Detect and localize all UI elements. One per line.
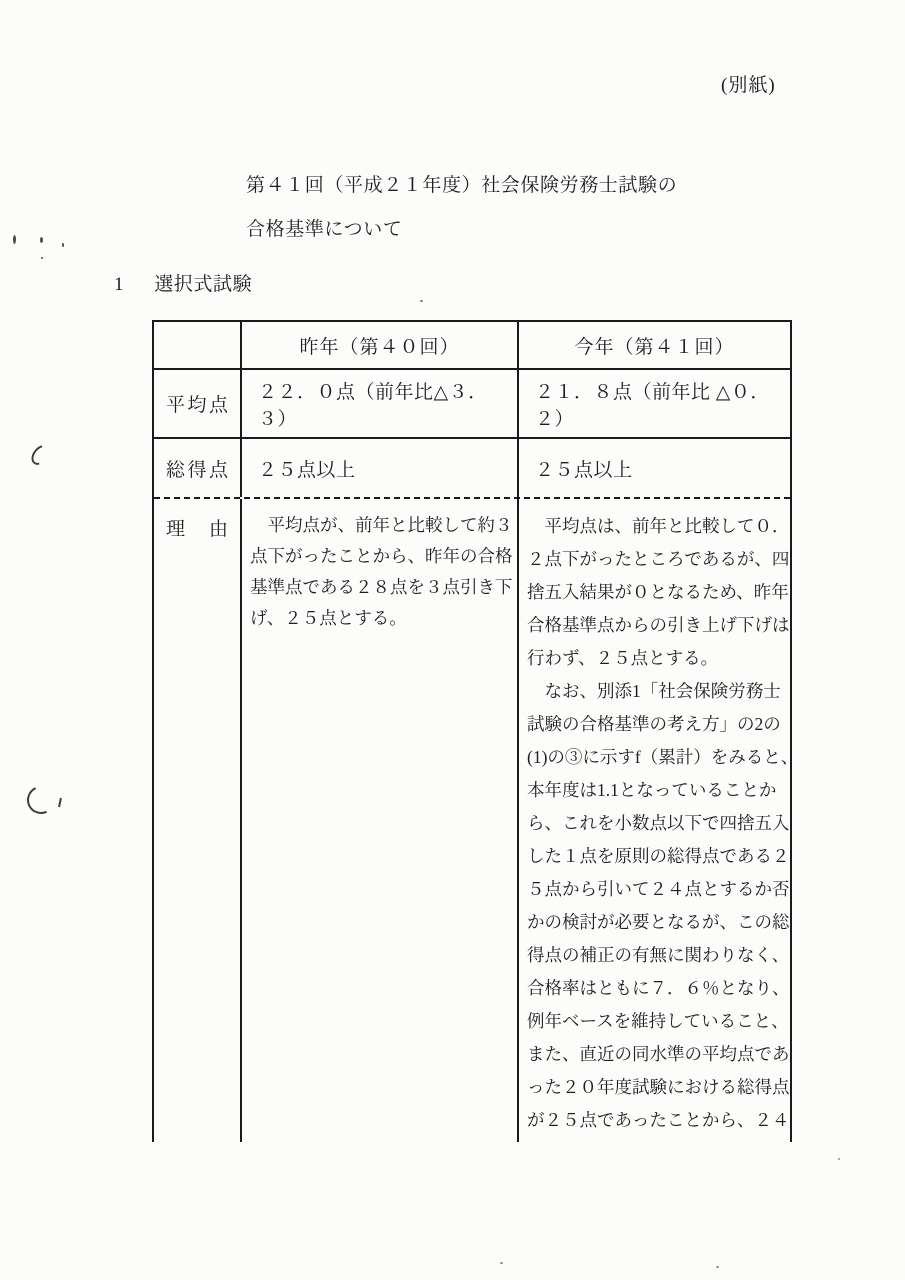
text-line: 合格率はともに７．６％となり、 <box>527 978 790 998</box>
col-header-last-year: 昨年（第４０回） <box>242 322 519 368</box>
section-heading <box>114 269 252 296</box>
text-line: かの検討が必要となるが、この総 <box>527 912 790 932</box>
col-header-this-year: 今年（第４１回） <box>574 336 735 358</box>
table-row-reason <box>154 499 799 1142</box>
text-line: (1)の③に示すf（累計）をみると、 <box>527 747 799 767</box>
text-line: また、直近の同水準の平均点であ <box>527 1044 790 1064</box>
scan-artifact <box>420 300 423 302</box>
average-score-last-year: ２２．０点（前年比△３．３） <box>242 370 519 437</box>
table-header-row <box>154 322 790 370</box>
document-title-line1: 第４１回（平成２１年度）社会保険労務士試験の <box>246 175 678 196</box>
scan-artifact <box>838 1158 840 1160</box>
text-line: 例年ベースを維持していること、 <box>527 1011 789 1031</box>
section-number: 1 <box>114 274 124 295</box>
text-line: 本年度は1.1となっていることか <box>527 780 777 800</box>
text-line: 得点の補正の有無に関わりなく、 <box>527 945 790 965</box>
reason-text-last-year <box>242 499 519 1142</box>
text-line: が２５点であったことから、２４ <box>527 1110 790 1130</box>
attachment-note: (別紙) <box>721 75 776 96</box>
scan-artifact <box>500 1262 503 1264</box>
average-score-this-year: ２１．８点（前年比 △０．２） <box>535 381 770 430</box>
text-line: 捨五入結果が０となるため、昨年 <box>527 582 789 602</box>
text-line: 点下がったことから、昨年の合格 <box>250 546 513 566</box>
text-line: 平均点は、前年と比較して０． <box>527 516 790 536</box>
row-label-average-score: 平 均 点 <box>154 370 242 437</box>
scan-artifact <box>41 257 43 259</box>
text-line: 平均点が、前年と比較して約３ <box>250 515 513 535</box>
document-title <box>246 164 677 252</box>
text-line: 基準点である２８点を３点引き下 <box>250 577 513 597</box>
text-line: 試験の合格基準の考え方」の2の <box>527 714 781 734</box>
scan-artifact <box>62 243 64 247</box>
text-line: ２点下がったところであるが、四 <box>527 549 790 569</box>
document-title-line2: 合格基準について <box>246 219 403 240</box>
total-score-last-year: ２５点以上 <box>242 439 519 497</box>
text-line: げ、２５点とする。 <box>250 608 407 628</box>
row-label-reason: 理 由 <box>154 499 242 1142</box>
scan-artifact <box>13 235 16 244</box>
text-line: った２０年度試験における総得点 <box>527 1077 790 1097</box>
table-corner-cell <box>154 322 242 368</box>
total-score-this-year: ２５点以上 <box>535 459 633 481</box>
reason-text-this-year <box>519 499 799 1142</box>
pass-criteria-table <box>152 320 799 1142</box>
text-line: なお、別添1「社会保険労務士 <box>527 681 781 701</box>
text-line: ら、これを小数点以下で四捨五入 <box>527 813 790 833</box>
text-line: 合格基準点からの引き上げ下げは <box>527 615 790 635</box>
row-label-total-score: 総 得 点 <box>154 439 242 497</box>
table-row-average-score <box>154 370 790 439</box>
scan-artifact <box>40 237 43 243</box>
scan-artifact <box>23 782 59 818</box>
text-line: した１点を原則の総得点である２ <box>527 846 790 866</box>
scan-artifact <box>716 1266 719 1268</box>
text-line: ５点から引いて２４点とするか否 <box>527 879 790 899</box>
scan-artifact <box>28 442 53 469</box>
section-label: 選択式試験 <box>154 274 253 295</box>
table-row-total-score <box>154 439 790 499</box>
scan-artifact <box>58 798 62 807</box>
text-line: 行わず、２５点とする。 <box>527 648 719 668</box>
